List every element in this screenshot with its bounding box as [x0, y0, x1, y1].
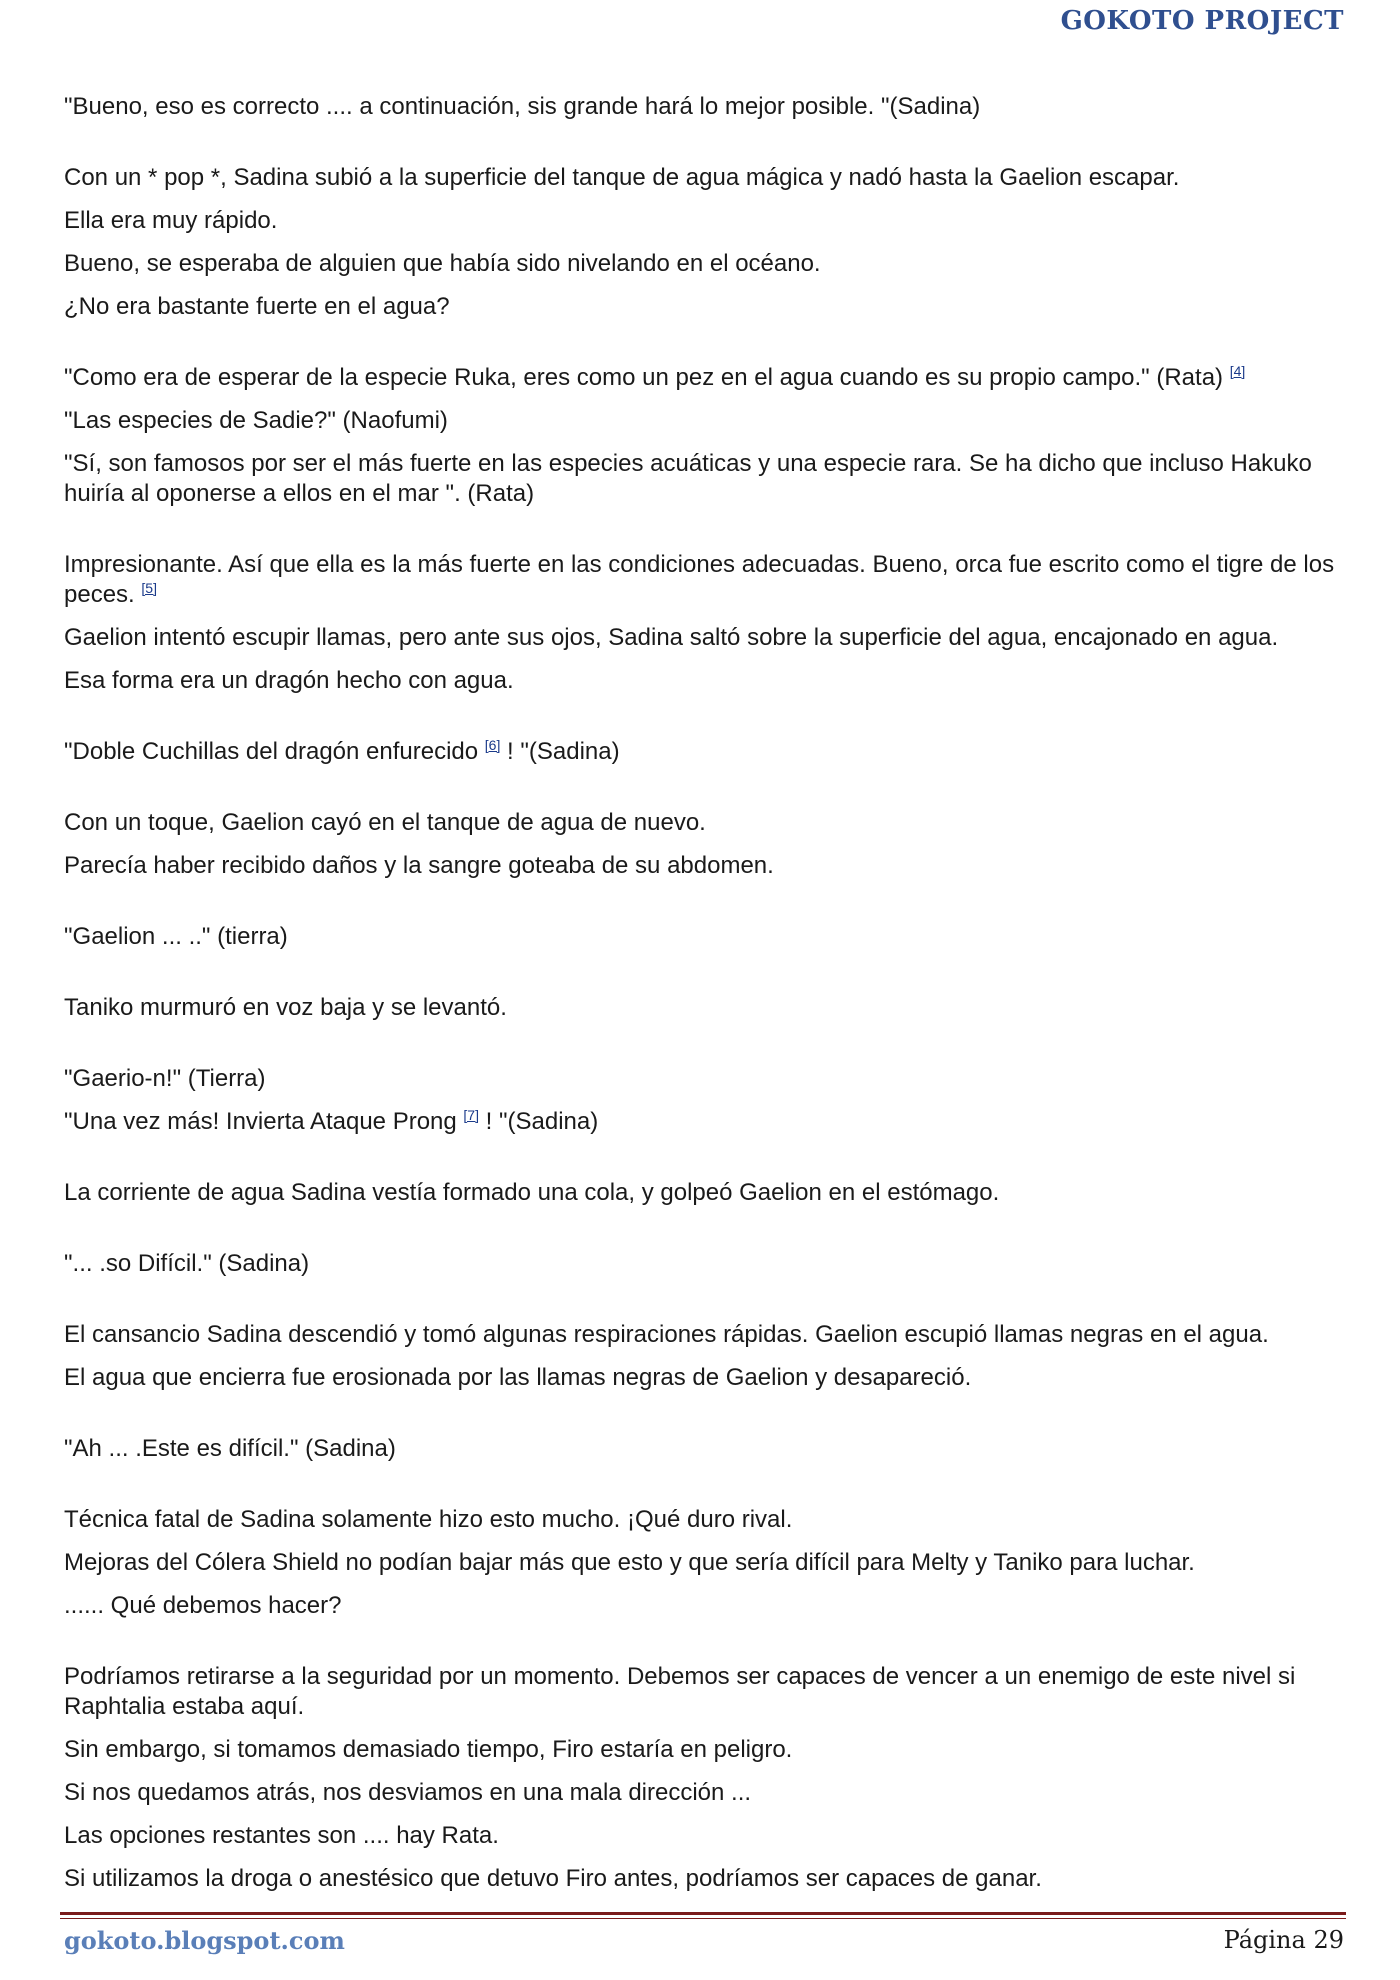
paragraph-text: Las opciones restantes son .... hay Rata. [64, 1822, 499, 1849]
paragraph [64, 808, 1344, 838]
paragraph [64, 1778, 1344, 1808]
footnote-link[interactable]: [6] [484, 737, 501, 753]
paragraph [64, 1864, 1344, 1894]
paragraph [64, 1434, 1344, 1464]
paragraph-text: La corriente de agua Sadina vestía formado una cola, y golpeó Gaelion en el estómago. [64, 1179, 1000, 1206]
paragraph [64, 92, 1344, 122]
paragraph [64, 1662, 1344, 1722]
footer-page-number: Página 29 [1223, 1926, 1344, 1954]
paragraph-text: Parecía haber recibido daños y la sangre goteaba de su abdomen. [64, 852, 774, 879]
paragraph-text: Gaelion intentó escupir llamas, pero ante sus ojos, Sadina saltó sobre la superficie del agua, encajonado en agua. [64, 624, 1279, 651]
paragraph-text: Taniko murmuró en voz baja y se levantó. [64, 994, 507, 1021]
paragraph-text: "Sí, son famosos por ser el más fuerte en las especies acuáticas y una especie rara. Se ha dicho que incluso Hakuko huiría al oponerse a ellos en el mar ". (Rata) [64, 450, 1312, 507]
paragraph [64, 851, 1344, 881]
paragraph [64, 1548, 1344, 1578]
paragraph [64, 1735, 1344, 1765]
paragraph [64, 1320, 1344, 1350]
paragraph-text: El agua que encierra fue erosionada por las llamas negras de Gaelion y desapareció. [64, 1364, 972, 1391]
paragraph [64, 922, 1344, 952]
paragraph-text: "Las especies de Sadie?" (Naofumi) [64, 407, 448, 434]
paragraph [64, 1591, 1344, 1621]
paragraph [64, 163, 1344, 193]
paragraph [64, 206, 1344, 236]
paragraph [64, 1107, 1344, 1137]
paragraph [64, 406, 1344, 436]
footnote-link[interactable]: [5] [141, 580, 157, 596]
header-brand: GOKOTO PROJECT [1060, 6, 1344, 36]
footnote-link[interactable]: [4] [1229, 363, 1246, 379]
paragraph [64, 666, 1344, 696]
paragraph-text: Técnica fatal de Sadina solamente hizo esto mucho. ¡Qué duro rival. [64, 1506, 793, 1533]
paragraph [64, 1249, 1344, 1279]
paragraph [64, 737, 1344, 767]
paragraph-text: Sin embargo, si tomamos demasiado tiempo, Firo estaría en peligro. [64, 1736, 793, 1763]
paragraph-text: "Gaerio-n!" (Tierra) [64, 1065, 266, 1092]
paragraph-text: Con un toque, Gaelion cayó en el tanque de agua de nuevo. [64, 809, 706, 836]
paragraph-text: Bueno, se esperaba de alguien que había sido nivelando en el océano. [64, 250, 821, 277]
paragraph-text: Esa forma era un dragón hecho con agua. [64, 667, 514, 694]
paragraph-text: ...... Qué debemos hacer? [64, 1592, 342, 1619]
paragraph-text: El cansancio Sadina descendió y tomó algunas respiraciones rápidas. Gaelion escupió llamas negras en el agua. [64, 1321, 1269, 1348]
paragraph [64, 363, 1344, 393]
paragraph [64, 1178, 1344, 1208]
footer-site-link[interactable]: gokoto.blogspot.com [64, 1926, 345, 1955]
footer-rule-thin [60, 1918, 1346, 1919]
paragraph [64, 1363, 1344, 1393]
paragraph [64, 1821, 1344, 1851]
paragraph [64, 249, 1344, 279]
footer-rule [60, 1912, 1346, 1915]
paragraph [64, 1064, 1344, 1094]
paragraph-text: "Bueno, eso es correcto .... a continuación, sis grande hará lo mejor posible. "(Sadina) [64, 93, 981, 120]
paragraph-text: "... .so Difícil." (Sadina) [64, 1250, 310, 1277]
footnote-link[interactable]: [7] [463, 1107, 479, 1123]
paragraph-text: "Doble Cuchillas del dragón enfurecido [64, 738, 479, 765]
paragraph [64, 1505, 1344, 1535]
paragraph-text: Mejoras del Cólera Shield no podían bajar más que esto y que sería difícil para Melty y Taniko para luchar. [64, 1549, 1195, 1576]
paragraph-text: Si nos quedamos atrás, nos desviamos en una mala dirección ... [64, 1779, 752, 1806]
paragraph-text: ¿No era bastante fuerte en el agua? [64, 293, 450, 320]
paragraph-text: Impresionante. Así que ella es la más fuerte en las condiciones adecuadas. Bueno, orca fue escrito como el tigre de los peces. [64, 551, 1335, 608]
paragraph-text-tail: ! "(Sadina) [500, 738, 620, 765]
paragraph-text: "Ah ... .Este es difícil." (Sadina) [64, 1435, 396, 1462]
paragraph [64, 550, 1344, 610]
paragraph [64, 993, 1344, 1023]
paragraph-text: Ella era muy rápido. [64, 207, 278, 234]
paragraph [64, 292, 1344, 322]
paragraph-text: Con un * pop *, Sadina subió a la superficie del tanque de agua mágica y nadó hasta la Gaelion escapar. [64, 164, 1180, 191]
page-body [64, 92, 1344, 1907]
paragraph [64, 623, 1344, 653]
paragraph-text: "Como era de esperar de la especie Ruka, eres como un pez en el agua cuando es su propio campo." (Rata) [64, 364, 1224, 391]
paragraph [64, 449, 1344, 509]
paragraph-text: Podríamos retirarse a la seguridad por un momento. Debemos ser capaces de vencer a un enemigo de este nivel si Raphtalia estaba aquí. [64, 1663, 1296, 1720]
paragraph-text: Si utilizamos la droga o anestésico que detuvo Firo antes, podríamos ser capaces de ganar. [64, 1865, 1042, 1892]
paragraph-text: "Gaelion ... .." (tierra) [64, 923, 288, 950]
paragraph-text-tail: ! "(Sadina) [478, 1108, 599, 1135]
paragraph-text: "Una vez más! Invierta Ataque Prong [64, 1108, 457, 1135]
